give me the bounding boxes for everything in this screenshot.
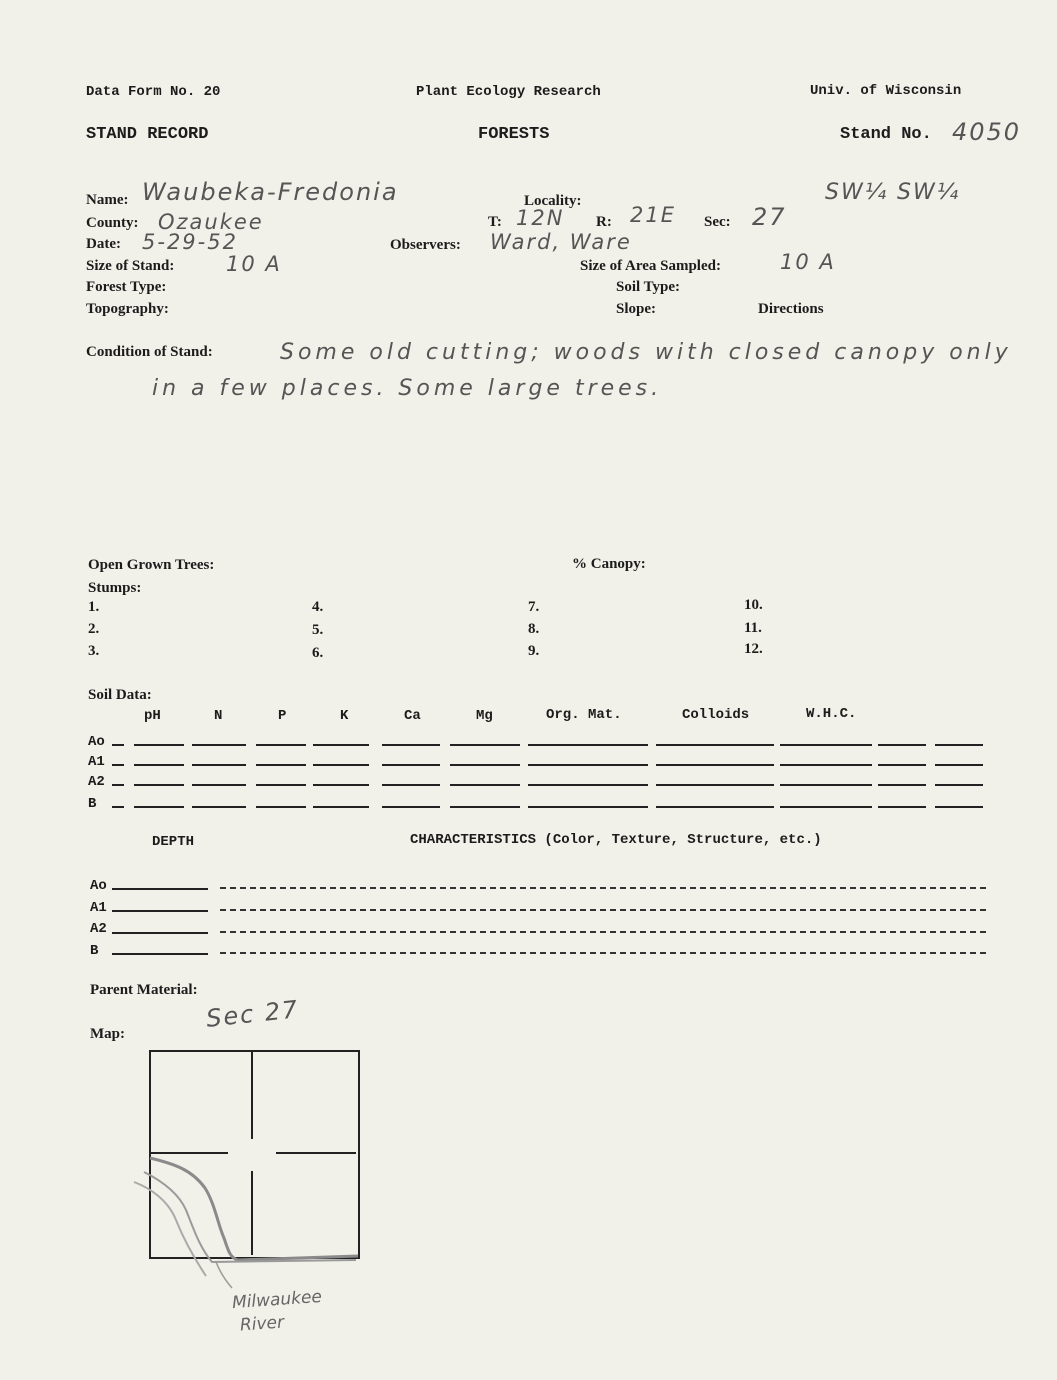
name-value: Waubeka-Fredonia xyxy=(142,178,399,206)
township-value: 12N xyxy=(516,206,565,230)
univ-name: Univ. of Wisconsin xyxy=(810,83,962,99)
depth-label: DEPTH xyxy=(152,834,195,850)
condition-line-2: in a few places. Some large trees. xyxy=(152,376,663,401)
soil-data-label: Soil Data: xyxy=(88,687,152,703)
soil-col-header: N xyxy=(214,708,223,724)
forest-type-label: Forest Type: xyxy=(86,279,167,295)
record-title: STAND RECORD xyxy=(86,125,209,144)
size-label: Size of Stand: xyxy=(86,258,175,274)
date-label: Date: xyxy=(86,236,121,252)
depth-line xyxy=(112,910,208,912)
soil-entry-line xyxy=(382,744,440,746)
range-label: R: xyxy=(596,214,612,230)
depth-line xyxy=(112,932,208,934)
soil-entry-line xyxy=(780,784,872,786)
soil-row-tick xyxy=(112,744,124,746)
area-label: Size of Area Sampled: xyxy=(580,258,721,274)
soil-col-header: P xyxy=(278,708,287,724)
soil-entry-line xyxy=(780,744,872,746)
soil-entry-line xyxy=(256,764,306,766)
soil-entry-line xyxy=(528,744,648,746)
date-value: 5-29-52 xyxy=(142,230,238,254)
soil-entry-line xyxy=(382,806,440,808)
soil-entry-line xyxy=(878,806,926,808)
soil-entry-line xyxy=(256,806,306,808)
stump-number: 7. xyxy=(528,599,540,615)
stumps-label: Stumps: xyxy=(88,580,142,596)
stump-number: 3. xyxy=(88,643,100,659)
depth-row-label: A2 xyxy=(90,921,107,937)
soil-entry-line xyxy=(450,806,520,808)
depth-row-label: B xyxy=(90,943,99,959)
org-name: Plant Ecology Research xyxy=(416,84,601,100)
soil-entry-line xyxy=(313,806,369,808)
soil-entry-line xyxy=(134,806,184,808)
river-label-line-2: River xyxy=(239,1312,285,1336)
soil-col-header: W.H.C. xyxy=(806,706,857,722)
stump-number: 4. xyxy=(312,599,324,615)
soil-entry-line xyxy=(192,806,246,808)
soil-entry-line xyxy=(780,764,872,766)
canopy-label: % Canopy: xyxy=(572,556,646,572)
soil-col-header: K xyxy=(340,708,349,724)
stump-number: 12. xyxy=(744,641,763,657)
section-label: Sec: xyxy=(704,214,731,230)
soil-entry-line xyxy=(192,784,246,786)
topography-label: Topography: xyxy=(86,301,169,317)
condition-label: Condition of Stand: xyxy=(86,344,213,360)
depth-row-label: Ao xyxy=(90,878,107,894)
stump-number: 6. xyxy=(312,645,324,661)
soil-entry-line xyxy=(528,764,648,766)
river-sketch xyxy=(120,1140,370,1310)
soil-col-header: Ca xyxy=(404,708,421,724)
soil-entry-line xyxy=(935,784,983,786)
stump-number: 2. xyxy=(88,621,100,637)
soil-entry-line xyxy=(313,784,369,786)
directions-label: Directions xyxy=(758,301,824,317)
soil-entry-line xyxy=(656,784,774,786)
range-value: 21E xyxy=(630,203,676,227)
locality-label: Locality: xyxy=(524,193,582,209)
soil-entry-line xyxy=(256,784,306,786)
county-label: County: xyxy=(86,215,139,231)
soil-entry-line xyxy=(134,764,184,766)
map-section-note: Sec 27 xyxy=(204,995,301,1033)
soil-row-label: Ao xyxy=(88,734,105,750)
soil-entry-line xyxy=(382,784,440,786)
map-label: Map: xyxy=(90,1026,125,1042)
slope-label: Slope: xyxy=(616,301,657,317)
stump-number: 5. xyxy=(312,622,324,638)
depth-row-label: A1 xyxy=(90,900,107,916)
soil-col-header: Colloids xyxy=(682,707,750,723)
characteristics-line xyxy=(220,952,986,954)
size-value: 10 A xyxy=(226,252,282,276)
soil-entry-line xyxy=(935,764,983,766)
characteristics-line xyxy=(220,909,986,911)
observers-value: Ward, Ware xyxy=(490,230,632,254)
map-divider-vertical-top xyxy=(251,1051,253,1139)
depth-line xyxy=(112,953,208,955)
soil-entry-line xyxy=(134,784,184,786)
soil-entry-line xyxy=(528,784,648,786)
observers-label: Observers: xyxy=(390,237,461,253)
soil-row-tick xyxy=(112,764,124,766)
stand-no-value: 4050 xyxy=(952,118,1022,146)
soil-col-header: pH xyxy=(144,708,161,724)
soil-type-label: Soil Type: xyxy=(616,279,681,295)
form-number: Data Form No. 20 xyxy=(86,84,221,100)
township-label: T: xyxy=(488,214,502,230)
soil-entry-line xyxy=(134,744,184,746)
soil-entry-line xyxy=(935,806,983,808)
open-grown-label: Open Grown Trees: xyxy=(88,557,215,573)
forests-title: FORESTS xyxy=(478,125,550,144)
depth-line xyxy=(112,888,208,890)
soil-row-tick xyxy=(112,784,124,786)
quarter-value: SW¼ SW¼ xyxy=(825,180,961,205)
soil-entry-line xyxy=(878,784,926,786)
soil-entry-line xyxy=(192,744,246,746)
soil-col-header: Mg xyxy=(476,708,493,724)
soil-entry-line xyxy=(656,744,774,746)
soil-entry-line xyxy=(382,764,440,766)
soil-entry-line xyxy=(780,806,872,808)
stump-number: 1. xyxy=(88,599,100,615)
soil-row-label: B xyxy=(88,796,97,812)
stand-no-label: Stand No. xyxy=(840,125,932,144)
soil-row-label: A1 xyxy=(88,754,105,770)
soil-entry-line xyxy=(656,764,774,766)
soil-entry-line xyxy=(450,784,520,786)
characteristics-line xyxy=(220,931,986,933)
soil-entry-line xyxy=(935,744,983,746)
soil-entry-line xyxy=(313,764,369,766)
stump-number: 9. xyxy=(528,643,540,659)
soil-entry-line xyxy=(450,764,520,766)
stump-number: 11. xyxy=(744,620,762,636)
soil-row-label: A2 xyxy=(88,774,105,790)
parent-material-label: Parent Material: xyxy=(90,982,198,998)
name-label: Name: xyxy=(86,192,129,208)
condition-line-1: Some old cutting; woods with closed canopy only xyxy=(280,340,1012,365)
stump-number: 10. xyxy=(744,597,763,613)
county-value: Ozaukee xyxy=(158,210,264,234)
soil-col-header: Org. Mat. xyxy=(546,707,622,723)
characteristics-line xyxy=(220,887,986,889)
soil-entry-line xyxy=(878,744,926,746)
soil-entry-line xyxy=(256,744,306,746)
soil-entry-line xyxy=(656,806,774,808)
section-value: 27 xyxy=(752,203,787,231)
soil-entry-line xyxy=(450,744,520,746)
soil-entry-line xyxy=(528,806,648,808)
soil-row-tick xyxy=(112,806,124,808)
characteristics-label: CHARACTERISTICS (Color, Texture, Structure, etc.) xyxy=(410,832,822,848)
soil-entry-line xyxy=(313,744,369,746)
soil-entry-line xyxy=(878,764,926,766)
soil-entry-line xyxy=(192,764,246,766)
stump-number: 8. xyxy=(528,621,540,637)
river-label-line-1: Milwaukee xyxy=(231,1286,323,1314)
area-value: 10 A xyxy=(780,250,836,274)
